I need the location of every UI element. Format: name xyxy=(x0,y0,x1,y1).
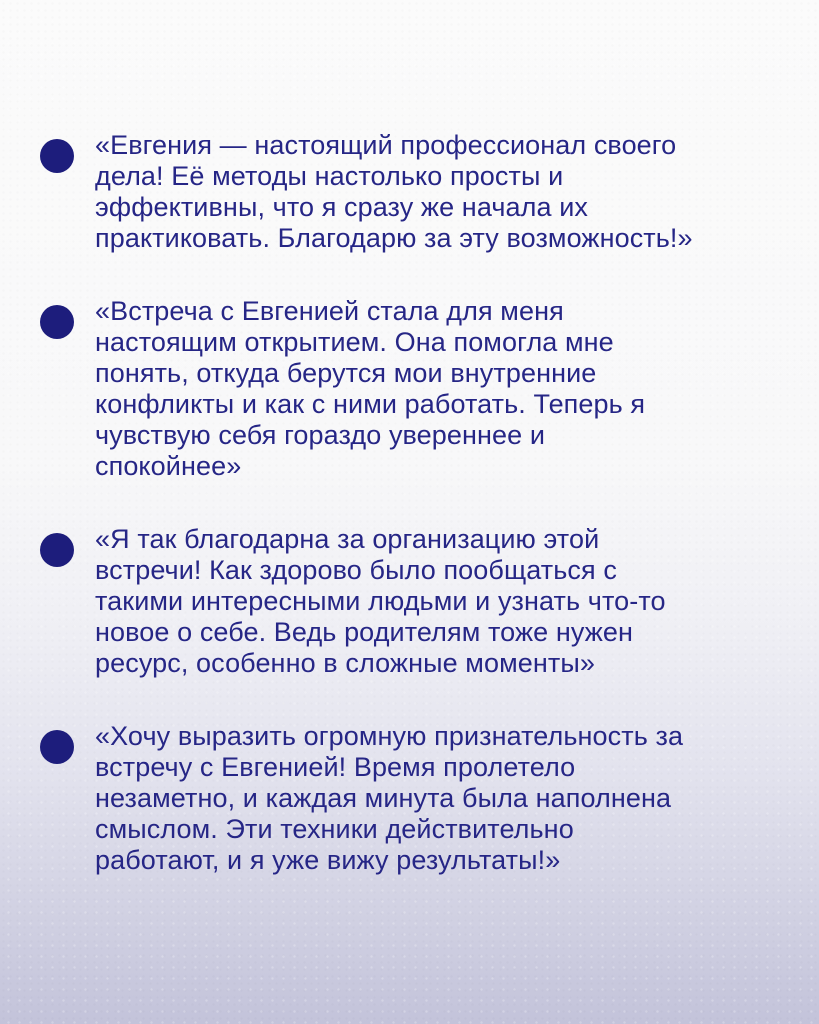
bullet-dot-icon xyxy=(40,533,74,567)
bullet-dot-icon xyxy=(40,730,74,764)
testimonial-item xyxy=(40,130,790,254)
testimonial-text: «Я так благодарна за организацию этой встречи! Как здорово было пообщаться с такими интересными людьми и узнать что-то новое о себе. Ведь родителям тоже нужен ресурс, особенно в сложные моменты» xyxy=(95,524,666,678)
testimonial-text: «Встреча с Евгенией стала для меня настоящим открытием. Она помогла мне понять, откуда берутся мои внутренние конфликты и как с ними работать. Теперь я чувствую себя гораздо увереннее и спокойнее» xyxy=(95,296,646,481)
testimonials-list xyxy=(40,130,790,876)
testimonial-text: «Хочу выразить огромную признательность за встречу с Евгенией! Время пролетело незаметно, и каждая минута была наполнена смыслом. Эти техники действительно работают, и я уже вижу результаты!» xyxy=(95,721,684,875)
testimonial-item xyxy=(40,296,790,482)
testimonial-item xyxy=(40,721,790,876)
bullet-dot-icon xyxy=(40,305,74,339)
bullet-dot-icon xyxy=(40,139,74,173)
testimonial-item xyxy=(40,524,790,679)
testimonial-text: «Евгения — настоящий профессионал своего дела! Её методы настолько просты и эффективны, что я сразу же начала их практиковать. Благодарю за эту возможность!» xyxy=(95,130,693,253)
